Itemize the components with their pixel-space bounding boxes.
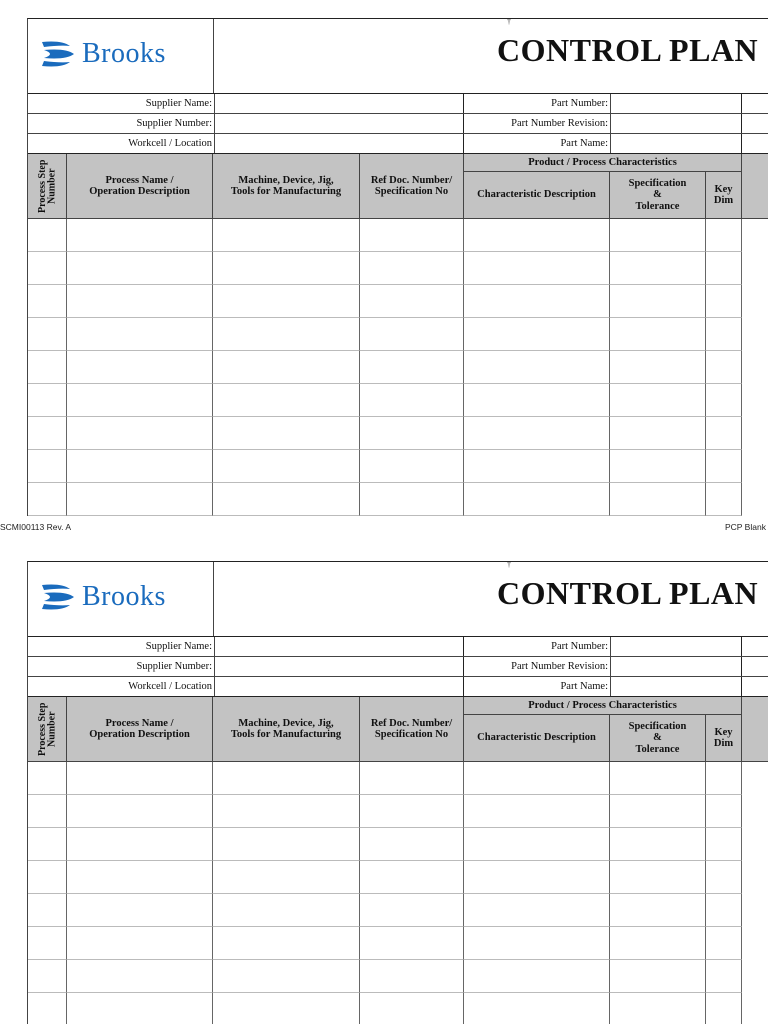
table-cell-process-step[interactable] xyxy=(28,351,67,384)
table-cell-process-step[interactable] xyxy=(28,894,67,927)
process-name-label-1: Process Name / xyxy=(105,174,174,186)
table-cell-specification[interactable] xyxy=(610,417,706,450)
table-cell-characteristic[interactable] xyxy=(464,351,610,384)
table-cell-machine[interactable] xyxy=(213,795,360,828)
table-cell-process-step[interactable] xyxy=(28,219,67,252)
table-cell-ref-doc[interactable] xyxy=(360,417,464,450)
table-cell-specification[interactable] xyxy=(610,762,706,795)
supplier-name-label: Supplier Name: xyxy=(145,641,212,652)
table-cell-specification[interactable] xyxy=(610,993,706,1024)
info-row-1 xyxy=(28,94,768,114)
table-cell-characteristic[interactable] xyxy=(464,450,610,483)
table-cell-specification[interactable] xyxy=(610,384,706,417)
table-cell-process-name[interactable] xyxy=(67,450,213,483)
header-key-dim xyxy=(706,715,742,761)
header-machine xyxy=(213,697,360,761)
table-cell-process-name[interactable] xyxy=(67,828,213,861)
table-cell-characteristic[interactable] xyxy=(464,384,610,417)
spec-label-3: Tolerance xyxy=(635,200,680,212)
brand-name: Brooks xyxy=(82,38,166,69)
table-cell-key-dim[interactable] xyxy=(706,993,742,1024)
table-cell-ref-doc[interactable] xyxy=(360,384,464,417)
brand-name: Brooks xyxy=(82,581,166,612)
table-cell-process-name[interactable] xyxy=(67,927,213,960)
key-label-2: Dim xyxy=(713,195,734,206)
header-ref-doc xyxy=(360,154,464,218)
table-cell-machine[interactable] xyxy=(213,285,360,318)
refdoc-label-2: Specification No xyxy=(374,729,449,740)
table-cell-ref-doc[interactable] xyxy=(360,894,464,927)
table-cell-machine[interactable] xyxy=(213,927,360,960)
table-cell-machine[interactable] xyxy=(213,483,360,516)
supplier-number-field[interactable] xyxy=(214,657,464,676)
table-cell-key-dim[interactable] xyxy=(706,450,742,483)
table-body xyxy=(28,762,768,1024)
table-cell-characteristic[interactable] xyxy=(464,417,610,450)
table-cell-machine[interactable] xyxy=(213,993,360,1024)
table-cell-key-dim[interactable] xyxy=(706,894,742,927)
table-cell-ref-doc[interactable] xyxy=(360,828,464,861)
part-name-label: Part Name: xyxy=(560,138,608,149)
control-plan-form xyxy=(27,18,768,516)
brooks-logo-icon xyxy=(40,39,76,69)
part-number-revision-label: Part Number Revision: xyxy=(511,661,608,672)
header-characteristics-group: Product / Process Characteristics xyxy=(464,154,742,172)
table-cell-process-step[interactable] xyxy=(28,384,67,417)
table-cell-characteristic[interactable] xyxy=(464,318,610,351)
header-process-step xyxy=(28,154,67,218)
table-cell-ref-doc[interactable] xyxy=(360,762,464,795)
table-cell-specification[interactable] xyxy=(610,894,706,927)
table-cell-characteristic[interactable] xyxy=(464,483,610,516)
control-plan-form xyxy=(27,561,768,1024)
machine-label-2: Tools for Manufacturing xyxy=(230,186,342,197)
header-mark: † xyxy=(507,19,511,26)
refdoc-label-2: Specification No xyxy=(374,186,449,197)
key-label-1: Key xyxy=(714,726,733,738)
table-cell-machine[interactable] xyxy=(213,252,360,285)
table-cell-process-step[interactable] xyxy=(28,828,67,861)
spec-label-3: Tolerance xyxy=(635,743,680,755)
spec-label-2: & xyxy=(653,732,662,744)
table-cell-characteristic[interactable] xyxy=(464,960,610,993)
table-cell-process-step[interactable] xyxy=(28,762,67,795)
info-row-3 xyxy=(28,677,768,697)
table-cell-characteristic[interactable] xyxy=(464,894,610,927)
supplier-name-label: Supplier Name: xyxy=(145,98,212,109)
table-cell-machine[interactable] xyxy=(213,762,360,795)
table-cell-process-name[interactable] xyxy=(67,417,213,450)
table-cell-process-step[interactable] xyxy=(28,417,67,450)
table-cell-ref-doc[interactable] xyxy=(360,993,464,1024)
table-cell-key-dim[interactable] xyxy=(706,285,742,318)
machine-label-1: Machine, Device, Jig, xyxy=(238,174,334,186)
table-cell-key-dim[interactable] xyxy=(706,828,742,861)
table-cell-process-step[interactable] xyxy=(28,483,67,516)
process-step-label: Process Step Number xyxy=(36,159,57,213)
footer-doc-number: SCMI00113 Rev. A xyxy=(0,522,72,532)
part-number-revision-field[interactable] xyxy=(610,114,742,133)
table-cell-key-dim[interactable] xyxy=(706,960,742,993)
column-headers xyxy=(28,697,768,762)
table-cell-ref-doc[interactable] xyxy=(360,483,464,516)
refdoc-label-1: Ref Doc. Number/ xyxy=(370,174,453,186)
table-cell-characteristic[interactable] xyxy=(464,762,610,795)
table-cell-ref-doc[interactable] xyxy=(360,960,464,993)
header-characteristics-group: Product / Process Characteristics xyxy=(464,697,742,715)
supplier-number-field[interactable] xyxy=(214,114,464,133)
table-cell-specification[interactable] xyxy=(610,828,706,861)
table-cell-machine[interactable] xyxy=(213,351,360,384)
table-cell-characteristic[interactable] xyxy=(464,861,610,894)
table-cell-process-name[interactable] xyxy=(67,861,213,894)
table-cell-specification[interactable] xyxy=(610,351,706,384)
table-cell-key-dim[interactable] xyxy=(706,384,742,417)
part-number-label: Part Number: xyxy=(551,98,608,109)
table-cell-specification[interactable] xyxy=(610,795,706,828)
logo-cell xyxy=(28,19,214,93)
table-cell-process-step[interactable] xyxy=(28,285,67,318)
table-cell-specification[interactable] xyxy=(610,861,706,894)
header-specification xyxy=(610,172,706,218)
part-name-label: Part Name: xyxy=(560,681,608,692)
header-specification xyxy=(610,715,706,761)
process-name-label-1: Process Name / xyxy=(105,717,174,729)
spec-label-1: Specification xyxy=(628,721,687,733)
header-mark: † xyxy=(507,562,511,569)
table-cell-machine[interactable] xyxy=(213,828,360,861)
table-cell-characteristic[interactable] xyxy=(464,219,610,252)
form-header xyxy=(28,19,768,94)
table-cell-process-name[interactable] xyxy=(67,960,213,993)
table-cell-specification[interactable] xyxy=(610,927,706,960)
title-cell xyxy=(214,19,768,93)
table-cell-specification[interactable] xyxy=(610,219,706,252)
supplier-name-field[interactable] xyxy=(214,637,464,656)
table-cell-machine[interactable] xyxy=(213,960,360,993)
info-row-1 xyxy=(28,637,768,657)
table-cell-ref-doc[interactable] xyxy=(360,450,464,483)
table-cell-process-name[interactable] xyxy=(67,993,213,1024)
table-cell-machine[interactable] xyxy=(213,318,360,351)
table-cell-process-name[interactable] xyxy=(67,351,213,384)
part-number-revision-field[interactable] xyxy=(610,657,742,676)
part-number-revision-label: Part Number Revision: xyxy=(511,118,608,129)
header-characteristic-description: Characteristic Description xyxy=(464,172,610,218)
column-headers xyxy=(28,154,768,219)
table-cell-machine[interactable] xyxy=(213,861,360,894)
machine-label-1: Machine, Device, Jig, xyxy=(238,717,334,729)
table-cell-process-name[interactable] xyxy=(67,252,213,285)
table-cell-ref-doc[interactable] xyxy=(360,351,464,384)
brooks-logo xyxy=(40,39,166,69)
page-title: CONTROL PLAN xyxy=(497,32,759,68)
form-header xyxy=(28,562,768,637)
table-cell-machine[interactable] xyxy=(213,450,360,483)
header-key-dim xyxy=(706,172,742,218)
process-name-label-2: Operation Description xyxy=(89,186,190,197)
table-cell-characteristic[interactable] xyxy=(464,927,610,960)
page-title: CONTROL PLAN xyxy=(497,575,759,611)
table-cell-ref-doc[interactable] xyxy=(360,285,464,318)
table-cell-ref-doc[interactable] xyxy=(360,252,464,285)
form-page-2 xyxy=(0,543,768,1024)
table-cell-ref-doc[interactable] xyxy=(360,927,464,960)
refdoc-label-1: Ref Doc. Number/ xyxy=(370,717,453,729)
title-cell xyxy=(214,562,768,636)
table-cell-key-dim[interactable] xyxy=(706,762,742,795)
table-cell-process-step[interactable] xyxy=(28,252,67,285)
table-cell-key-dim[interactable] xyxy=(706,219,742,252)
table-cell-machine[interactable] xyxy=(213,219,360,252)
part-name-field[interactable] xyxy=(610,134,742,153)
header-machine xyxy=(213,154,360,218)
part-number-field[interactable] xyxy=(610,94,742,113)
header-process-name xyxy=(67,154,213,218)
table-body xyxy=(28,219,768,516)
table-cell-key-dim[interactable] xyxy=(706,927,742,960)
table-cell-key-dim[interactable] xyxy=(706,417,742,450)
table-cell-process-step[interactable] xyxy=(28,861,67,894)
table-cell-characteristic[interactable] xyxy=(464,795,610,828)
part-name-field[interactable] xyxy=(610,677,742,696)
brooks-logo-icon xyxy=(40,582,76,612)
table-cell-machine[interactable] xyxy=(213,384,360,417)
table-cell-characteristic[interactable] xyxy=(464,285,610,318)
table-cell-characteristic[interactable] xyxy=(464,828,610,861)
brooks-logo xyxy=(40,582,166,612)
table-cell-specification[interactable] xyxy=(610,285,706,318)
info-row-2 xyxy=(28,657,768,677)
header-process-step xyxy=(28,697,67,761)
table-cell-process-step[interactable] xyxy=(28,795,67,828)
process-step-label: Process Step Number xyxy=(36,702,57,756)
part-number-field[interactable] xyxy=(610,637,742,656)
table-cell-characteristic[interactable] xyxy=(464,993,610,1024)
table-cell-specification[interactable] xyxy=(610,252,706,285)
table-cell-key-dim[interactable] xyxy=(706,351,742,384)
table-cell-specification[interactable] xyxy=(610,318,706,351)
table-cell-ref-doc[interactable] xyxy=(360,861,464,894)
table-cell-process-step[interactable] xyxy=(28,960,67,993)
footer-form-name: PCP Blank xyxy=(725,522,766,532)
table-cell-process-step[interactable] xyxy=(28,450,67,483)
table-cell-process-step[interactable] xyxy=(28,993,67,1024)
table-cell-process-name[interactable] xyxy=(67,762,213,795)
key-label-1: Key xyxy=(714,183,733,195)
table-cell-ref-doc[interactable] xyxy=(360,318,464,351)
table-cell-key-dim[interactable] xyxy=(706,483,742,516)
table-cell-specification[interactable] xyxy=(610,960,706,993)
table-cell-machine[interactable] xyxy=(213,417,360,450)
table-cell-ref-doc[interactable] xyxy=(360,795,464,828)
spec-label-1: Specification xyxy=(628,178,687,190)
info-row-3 xyxy=(28,134,768,154)
table-cell-process-name[interactable] xyxy=(67,219,213,252)
workcell-location-field[interactable] xyxy=(214,677,464,696)
table-cell-characteristic[interactable] xyxy=(464,252,610,285)
supplier-number-label: Supplier Number: xyxy=(136,118,212,129)
table-cell-process-name[interactable] xyxy=(67,285,213,318)
header-process-name xyxy=(67,697,213,761)
table-cell-key-dim[interactable] xyxy=(706,252,742,285)
key-label-2: Dim xyxy=(713,738,734,749)
supplier-number-label: Supplier Number: xyxy=(136,661,212,672)
table-cell-specification[interactable] xyxy=(610,483,706,516)
table-cell-process-step[interactable] xyxy=(28,927,67,960)
table-cell-process-name[interactable] xyxy=(67,384,213,417)
table-cell-process-step[interactable] xyxy=(28,318,67,351)
workcell-location-label: Workcell / Location xyxy=(128,138,212,149)
header-characteristic-description: Characteristic Description xyxy=(464,715,610,761)
table-cell-process-name[interactable] xyxy=(67,894,213,927)
spec-label-2: & xyxy=(653,189,662,201)
header-ref-doc xyxy=(360,697,464,761)
table-cell-machine[interactable] xyxy=(213,894,360,927)
table-cell-ref-doc[interactable] xyxy=(360,219,464,252)
table-cell-process-name[interactable] xyxy=(67,795,213,828)
workcell-location-field[interactable] xyxy=(214,134,464,153)
table-cell-key-dim[interactable] xyxy=(706,795,742,828)
part-number-label: Part Number: xyxy=(551,641,608,652)
workcell-location-label: Workcell / Location xyxy=(128,681,212,692)
logo-cell xyxy=(28,562,214,636)
table-cell-process-name[interactable] xyxy=(67,318,213,351)
table-cell-specification[interactable] xyxy=(610,450,706,483)
table-cell-key-dim[interactable] xyxy=(706,318,742,351)
table-cell-key-dim[interactable] xyxy=(706,861,742,894)
process-name-label-2: Operation Description xyxy=(89,729,190,740)
info-row-2 xyxy=(28,114,768,134)
supplier-name-field[interactable] xyxy=(214,94,464,113)
machine-label-2: Tools for Manufacturing xyxy=(230,729,342,740)
table-cell-process-name[interactable] xyxy=(67,483,213,516)
